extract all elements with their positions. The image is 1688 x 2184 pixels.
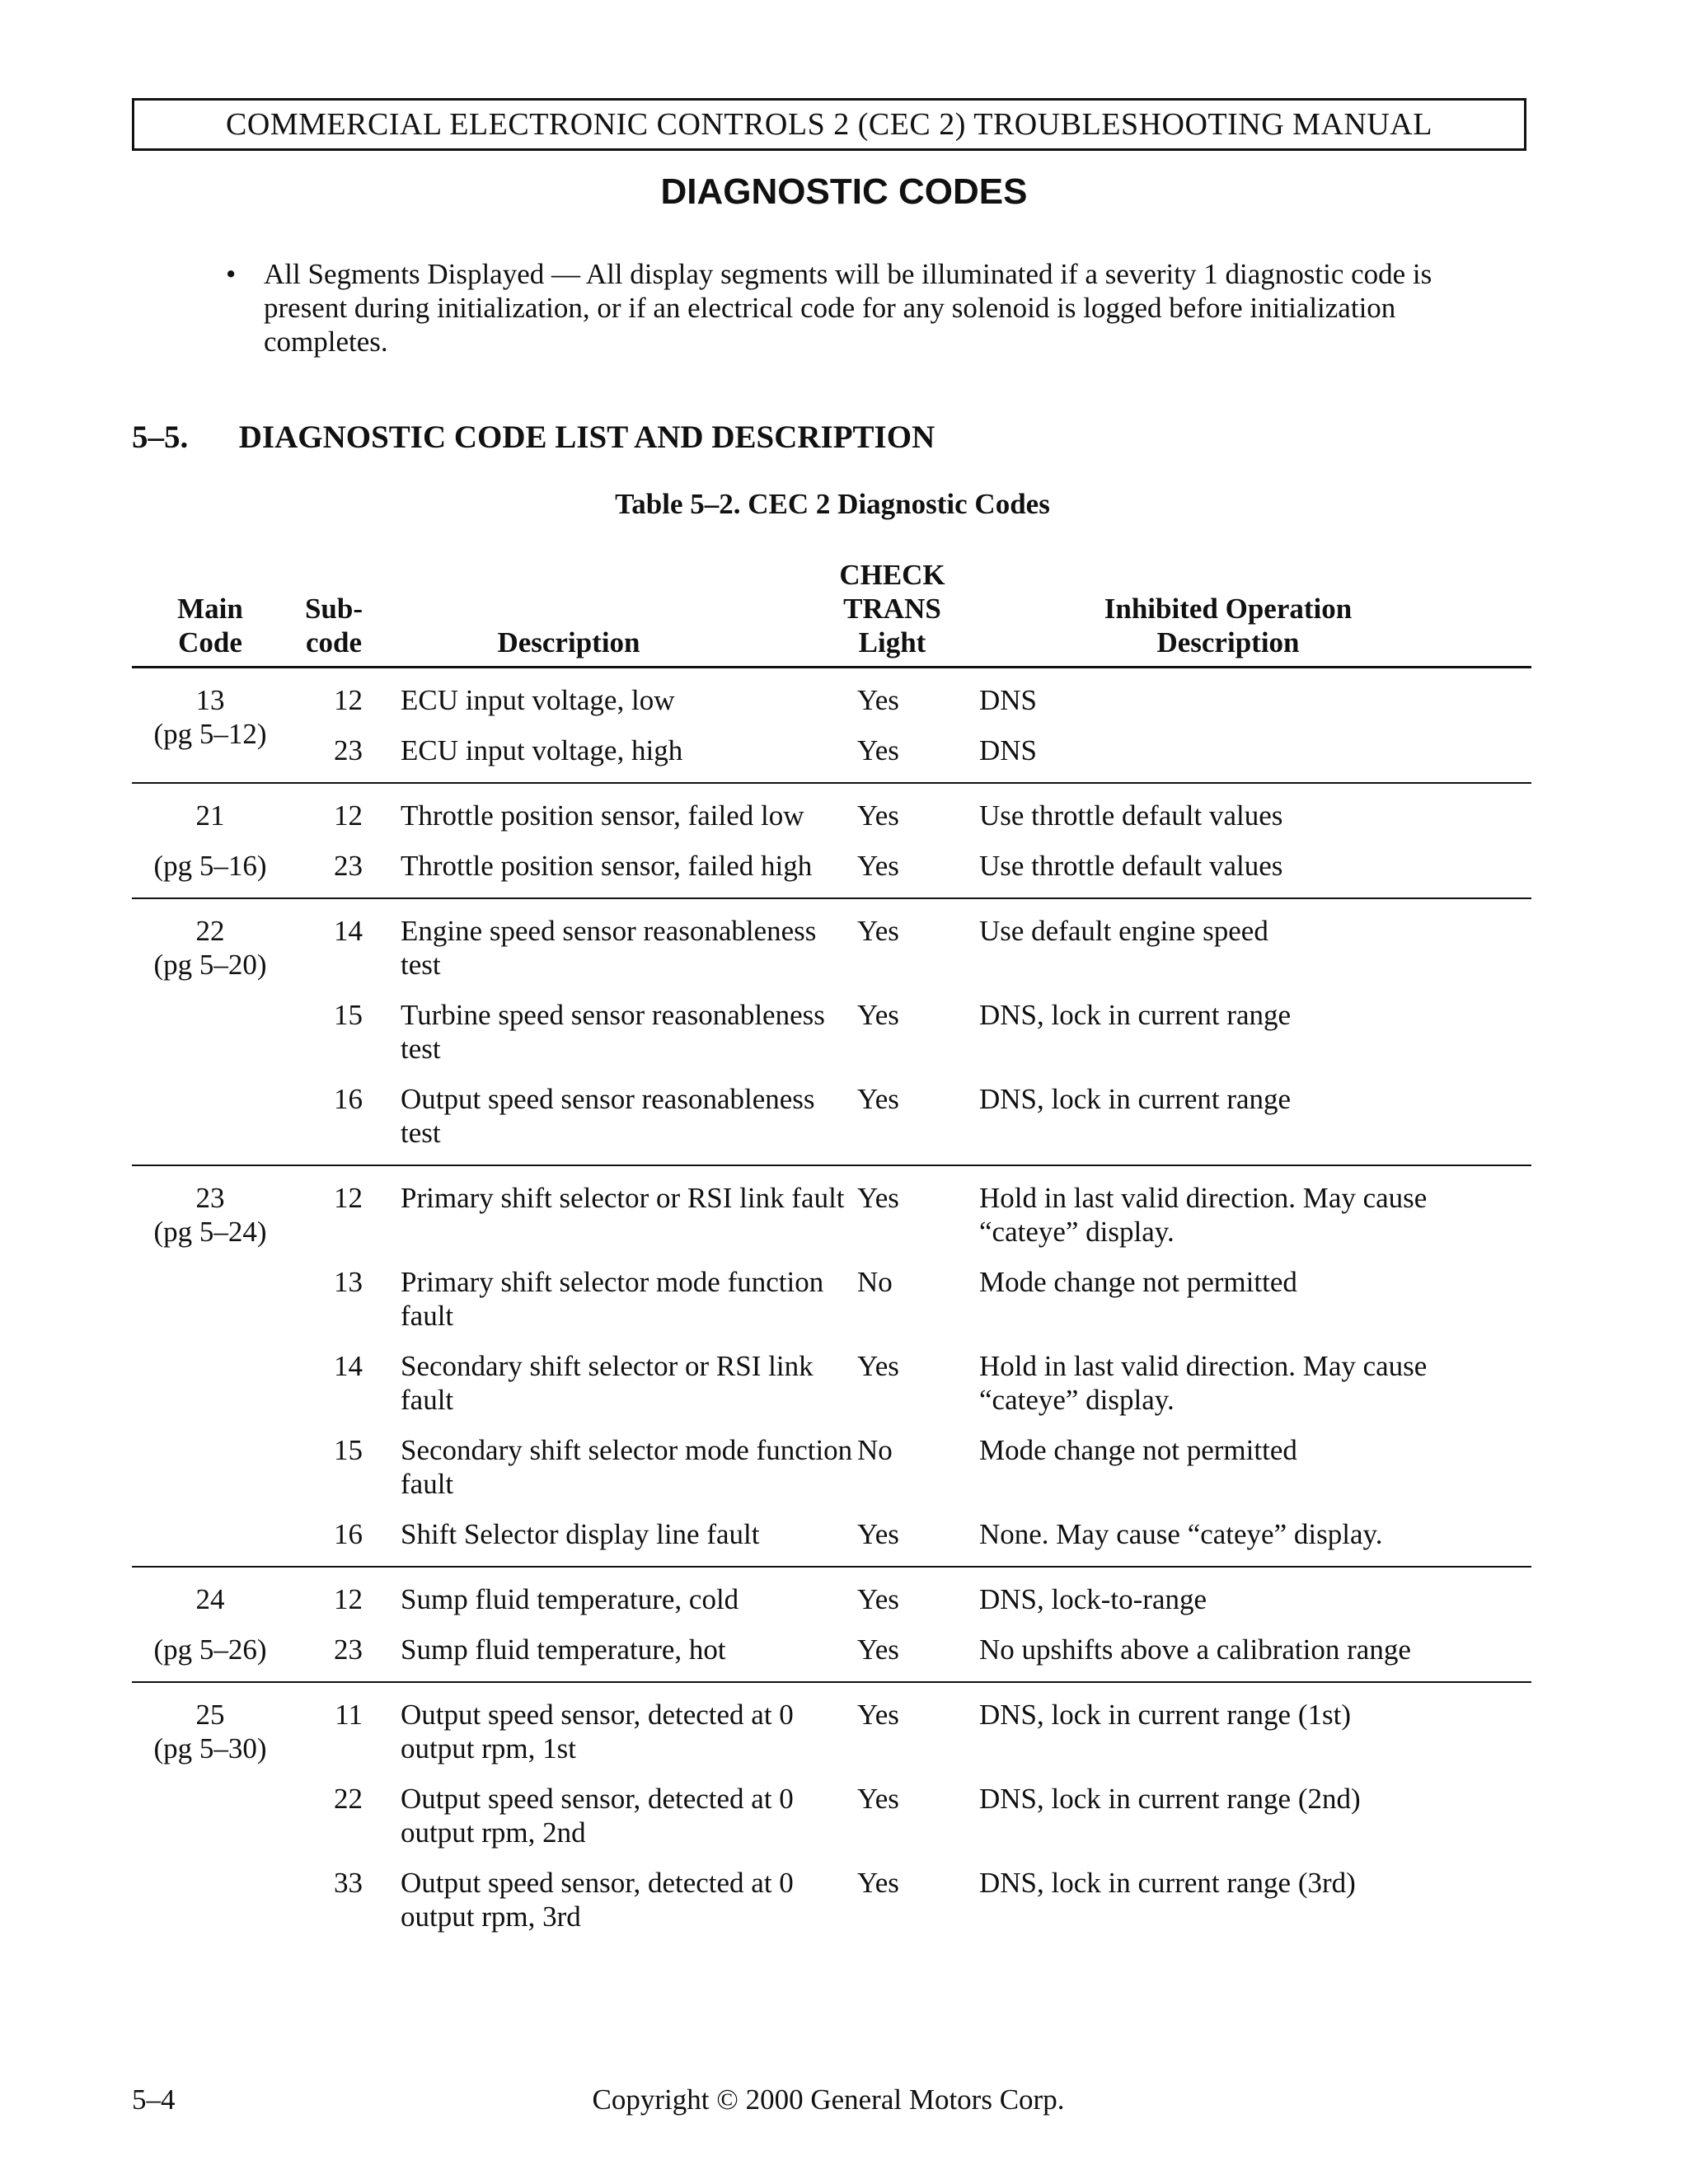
check-trans-light-cell: Yes [857,1633,899,1666]
page-title: DIAGNOSTIC CODES [660,171,1028,212]
subcode-cell: 16 [334,1083,363,1115]
diagnostic-codes-table [132,544,1531,1948]
code-group [132,1165,1531,1566]
page-number: 5–4 [132,2083,176,2116]
table-row [132,1263,1531,1347]
main-code-cell [132,1568,288,1681]
table-body [132,668,1531,1948]
description-cell: Engine speed sensor reasonableness test [401,915,817,981]
table-row [132,668,1531,732]
table-row [132,1864,1531,1948]
bullet-icon: • [226,258,237,290]
table-row [132,1432,1531,1516]
description-cell: Primary shift selector mode function fault [401,1266,824,1332]
subcode-cell: 23 [334,734,363,766]
description-cell: ECU input voltage, low [401,684,675,716]
description-cell: Throttle position sensor, failed low [401,799,804,832]
inhibited-operation-cell: DNS, lock in current range (1st) [979,1699,1351,1731]
main-code-page-ref: (pg 5–30) [153,1732,267,1765]
inhibited-operation-cell: DNS, lock-to-range [979,1583,1207,1615]
subcode-cell: 23 [334,850,363,882]
manual-title: COMMERCIAL ELECTRONIC CONTROLS 2 (CEC 2) TROUBLESHOOTING MANUAL [226,107,1432,142]
table-row [132,1568,1531,1631]
subcode-cell: 15 [334,999,363,1031]
check-trans-light-cell: Yes [857,1867,899,1899]
main-code-cell [132,668,288,782]
main-code: 25 [195,1699,225,1731]
section-number: 5–5. [132,419,189,455]
inhibited-operation-cell: Use throttle default values [979,799,1283,832]
main-code-cell [132,784,288,898]
check-trans-light-cell: Yes [857,1518,899,1550]
inhibited-operation-cell: DNS, lock in current range (2nd) [979,1783,1361,1815]
header-subcode: Sub- code [304,593,363,658]
table-row [132,1516,1531,1566]
check-trans-light-cell: Yes [857,1083,899,1115]
main-code: 24 [195,1583,225,1615]
inhibited-operation-cell: No upshifts above a calibration range [979,1633,1411,1666]
subcode-cell: 33 [334,1867,363,1899]
description-cell: Throttle position sensor, failed high [401,850,813,882]
check-trans-light-cell: Yes [857,1783,899,1815]
inhibited-operation-cell: DNS, lock in current range [979,999,1292,1031]
table-row [132,847,1531,898]
main-code: 21 [195,799,225,832]
subcode-cell: 22 [334,1783,363,1815]
check-trans-light-cell: Yes [857,799,899,832]
check-trans-light-cell: No [857,1266,893,1298]
inhibited-operation-cell: DNS, lock in current range (3rd) [979,1867,1356,1899]
inhibited-operation-cell: Mode change not permitted [979,1434,1297,1466]
description-cell: Sump fluid temperature, hot [401,1633,726,1666]
main-code-cell [132,1683,288,1948]
inhibited-operation-cell: Use throttle default values [979,850,1283,882]
subcode-cell: 15 [334,1434,363,1466]
inhibited-operation-cell: Hold in last valid direction. May cause “cateye” display. [979,1350,1428,1416]
subcode-cell: 14 [334,915,363,947]
bullet-item [227,257,1513,359]
header-inhibited-operation: Inhibited Operation Description [1104,593,1353,658]
header-check-trans-light: CHECK TRANS Light [839,559,945,658]
description-cell: Output speed sensor reasonableness test [401,1083,815,1149]
table-row [132,1631,1531,1681]
code-group [132,782,1531,898]
table-row [132,996,1531,1080]
subcode-cell: 13 [334,1266,363,1298]
subcode-cell: 11 [335,1699,363,1731]
header-description: Description [497,626,640,658]
description-cell: Sump fluid temperature, cold [401,1583,739,1615]
main-code-page-ref: (pg 5–24) [153,1216,267,1248]
main-code-page-ref: (pg 5–26) [153,1633,267,1666]
check-trans-light-cell: Yes [857,734,899,766]
main-code-page-ref: (pg 5–12) [153,718,267,750]
inhibited-operation-cell: None. May cause “cateye” display. [979,1518,1383,1550]
subcode-cell: 23 [334,1633,363,1666]
subcode-cell: 16 [334,1518,363,1550]
main-code: 23 [195,1182,225,1214]
table-row [132,1780,1531,1864]
check-trans-light-cell: No [857,1434,893,1466]
description-cell: Shift Selector display line fault [401,1518,760,1550]
description-cell: Output speed sensor, detected at 0 output rpm, 2nd [401,1783,794,1849]
inhibited-operation-cell: Hold in last valid direction. May cause “cateye” display. [979,1182,1428,1248]
description-cell: ECU input voltage, high [401,734,683,766]
table-caption: Table 5–2. CEC 2 Diagnostic Codes [615,488,1050,520]
copyright-notice: Copyright © 2000 General Motors Corp. [592,2083,1065,2116]
section-heading [132,419,935,456]
inhibited-operation-cell: Mode change not permitted [979,1266,1297,1298]
check-trans-light-cell: Yes [857,1583,899,1615]
table-row [132,1347,1531,1432]
section-title: DIAGNOSTIC CODE LIST AND DESCRIPTION [238,419,935,455]
description-cell: Secondary shift selector mode function fault [401,1434,853,1500]
table-header [132,544,1531,668]
description-cell: Secondary shift selector or RSI link fault [401,1350,814,1416]
main-code: 13 [195,684,225,716]
main-code-page-ref: (pg 5–20) [153,949,267,981]
code-group [132,1566,1531,1681]
main-code-cell [132,1166,288,1566]
subcode-cell: 12 [334,684,363,716]
subcode-cell: 12 [334,799,363,832]
check-trans-light-cell: Yes [857,1182,899,1214]
check-trans-light-cell: Yes [857,1699,899,1731]
subcode-cell: 12 [334,1583,363,1615]
description-cell: Turbine speed sensor reasonableness test [401,999,825,1065]
inhibited-operation-cell: DNS, lock in current range [979,1083,1292,1115]
bullet-text: All Segments Displayed — All display segments will be illuminated if a severity 1 diagnostic code is present during initialization, or if an electrical code for any solenoid is logged before initialization completes. [264,258,1432,358]
check-trans-light-cell: Yes [857,915,899,947]
code-group [132,668,1531,782]
inhibited-operation-cell: DNS [979,684,1038,716]
manual-header [132,98,1526,151]
table-row [132,1166,1531,1263]
table-row [132,1683,1531,1780]
description-cell: Output speed sensor, detected at 0 output rpm, 3rd [401,1867,794,1933]
code-group [132,898,1531,1165]
main-code: 22 [195,915,225,947]
table-row [132,899,1531,996]
subcode-cell: 12 [334,1182,363,1214]
check-trans-light-cell: Yes [857,1350,899,1382]
main-code-cell [132,899,288,1165]
description-cell: Primary shift selector or RSI link fault [401,1182,845,1214]
table-row [132,1080,1531,1165]
main-code-page-ref: (pg 5–16) [153,850,267,882]
code-group [132,1681,1531,1948]
table-row [132,784,1531,847]
check-trans-light-cell: Yes [857,850,899,882]
check-trans-light-cell: Yes [857,684,899,716]
inhibited-operation-cell: DNS [979,734,1038,766]
inhibited-operation-cell: Use default engine speed [979,915,1268,947]
check-trans-light-cell: Yes [857,999,899,1031]
description-cell: Output speed sensor, detected at 0 output rpm, 1st [401,1699,794,1765]
table-row [132,732,1531,782]
header-main-code: Main Code [177,593,243,658]
subcode-cell: 14 [334,1350,363,1382]
